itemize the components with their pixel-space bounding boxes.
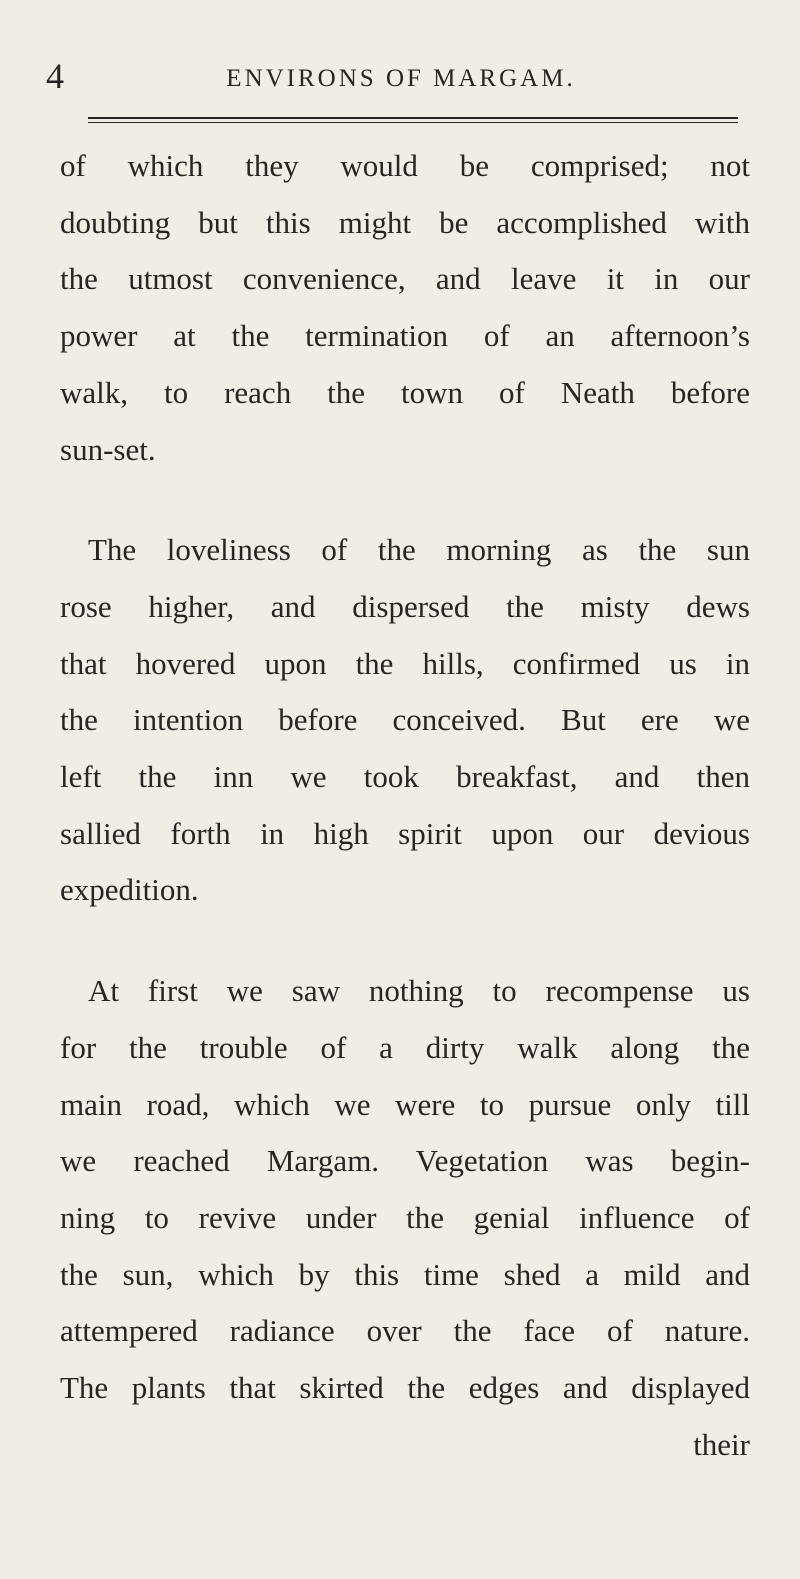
- paragraph-1: [60, 138, 750, 478]
- body-text: [60, 138, 750, 1473]
- text-line: power at the termination of an afternoon’s: [60, 318, 750, 354]
- text-line: expedition.: [60, 872, 199, 908]
- text-line: rose higher, and dispersed the misty dews: [60, 588, 750, 624]
- text-line: At first we saw nothing to recompense us: [88, 973, 750, 1009]
- text-line: the utmost convenience, and leave it in our: [60, 261, 750, 297]
- text-line: the intention before conceived. But ere we: [60, 702, 750, 738]
- page-header: [46, 56, 746, 96]
- text-line: sallied forth in high spirit upon our devious: [60, 815, 750, 851]
- header-rule-thin: [88, 122, 738, 123]
- text-line: that hovered upon the hills, confirmed us in: [60, 645, 750, 681]
- text-line: we reached Margam. Vegetation was begin-: [60, 1143, 750, 1179]
- text-line: left the inn we took breakfast, and then: [60, 759, 750, 795]
- page-number: 4: [46, 56, 64, 96]
- text-line: ning to revive under the genial influence of: [60, 1199, 750, 1235]
- running-title: ENVIRONS OF MARGAM.: [226, 65, 576, 92]
- text-line: the sun, which by this time shed a mild and: [60, 1256, 750, 1292]
- text-line: walk, to reach the town of Neath before: [60, 374, 750, 410]
- text-line: doubting but this might be accomplished with: [60, 204, 750, 240]
- text-line: attempered radiance over the face of nature.: [60, 1313, 750, 1349]
- paragraph-3: [60, 963, 750, 1417]
- text-line: for the trouble of a dirty walk along the: [60, 1029, 750, 1065]
- text-line: of which they would be comprised; not: [60, 148, 750, 183]
- catchword: their: [693, 1426, 750, 1462]
- paragraph-gap: [60, 919, 750, 963]
- header-rule: [88, 117, 738, 119]
- text-line: sun-set.: [60, 431, 156, 467]
- text-line: The plants that skirted the edges and displayed: [60, 1370, 750, 1406]
- paragraph-2: [60, 522, 750, 919]
- text-line: main road, which we were to pursue only till: [60, 1086, 750, 1122]
- text-line: The loveliness of the morning as the sun: [88, 532, 750, 568]
- paragraph-gap: [60, 478, 750, 522]
